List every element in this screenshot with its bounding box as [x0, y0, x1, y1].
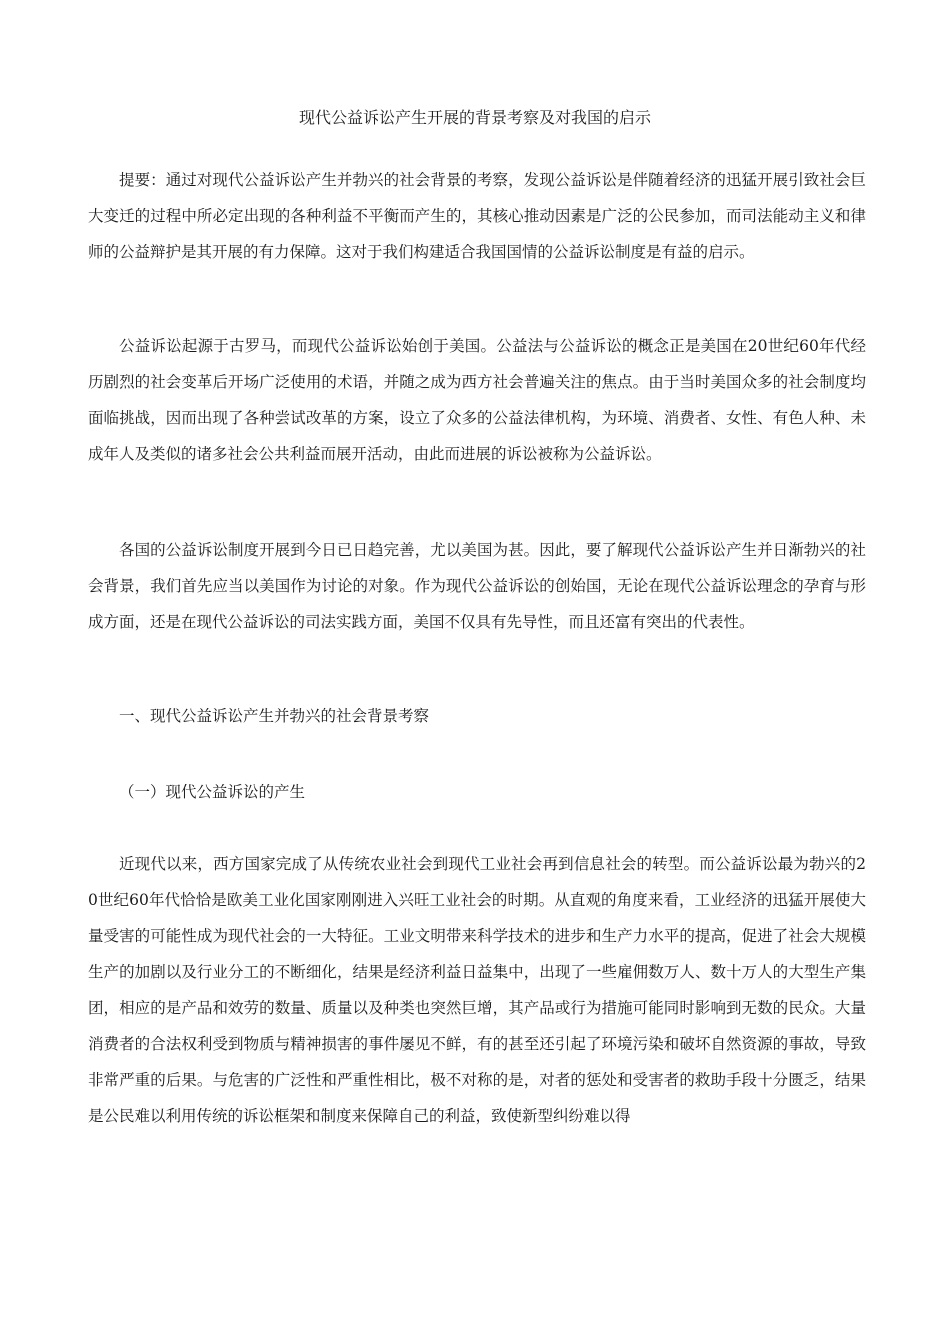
nations-paragraph: 各国的公益诉讼制度开展到今日已日趋完善，尤以美国为甚。因此，要了解现代公益诉讼产生并日渐勃兴的社会背景，我们首先应当以美国作为讨论的对象。作为现代公益诉讼的创始国，无论在现代公益诉讼理念的孕育与形成方面，还是在现代公益诉讼的司法实践方面，美国不仅具有先导性，而且还富有突出的代表性。	[88, 541, 866, 631]
origin-paragraph: 公益诉讼起源于古罗马，而现代公益诉讼始创于美国。公益法与公益诉讼的概念正是美国在20世纪60年代经历剧烈的社会变革后开场广泛使用的术语，并随之成为西方社会普遍关注的焦点。由于当时美国众多的社会制度均面临挑战，因而出现了各种尝试改革的方案，设立了众多的公益法律机构，为环境、消费者、女性、有色人种、未成年人及类似的诸多社会公共利益而展开活动，由此而进展的诉讼被称为公益诉讼。	[88, 337, 866, 463]
document-title: 现代公益诉讼产生开展的背景考察及对我国的启示	[298, 108, 651, 127]
modern-background-paragraph: 近现代以来，西方国家完成了从传统农业社会到现代工业社会再到信息社会的转型。而公益诉讼最为勃兴的20世纪60年代恰恰是欧美工业化国家刚刚进入兴旺工业社会的时期。从直观的角度来看，工业经济的迅猛开展使大量受害的可能性成为现代社会的一大特征。工业文明带来科学技术的进步和生产力水平的提高，促进了社会大规模生产的加剧以及行业分工的不断细化，结果是经济利益日益集中，出现了一些雇佣数万人、数十万人的大型生产集团，相应的是产品和效劳的数量、质量以及种类也突然巨增，其产品或行为措施可能同时影响到无数的民众。大量消费者的合法权利受到物质与精神损害的事件屡见不鲜，有的甚至还引起了环境污染和破坏自然资源的事故，导致非常严重的后果。与危害的广泛性和严重性相比，极不对称的是，对者的惩处和受害者的救助手段十分匮乏，结果是公民难以利用传统的诉讼框架和制度来保障自己的利益，致使新型纠纷难以得	[88, 855, 866, 1125]
section-heading-1: 一、现代公益诉讼产生并勃兴的社会背景考察	[119, 707, 430, 725]
abstract-paragraph: 提要：通过对现代公益诉讼产生并勃兴的社会背景的考察，发现公益诉讼是伴随着经济的迅猛开展引致社会巨大变迁的过程中所必定出现的各种利益不平衡而产生的，其核心推动因素是广泛的公民参加，而司法能动主义和律师的公益辩护是其开展的有力保障。这对于我们构建适合我国国情的公益诉讼制度是有益的启示。	[88, 171, 866, 261]
subsection-heading-1: （一）现代公益诉讼的产生	[119, 783, 306, 801]
